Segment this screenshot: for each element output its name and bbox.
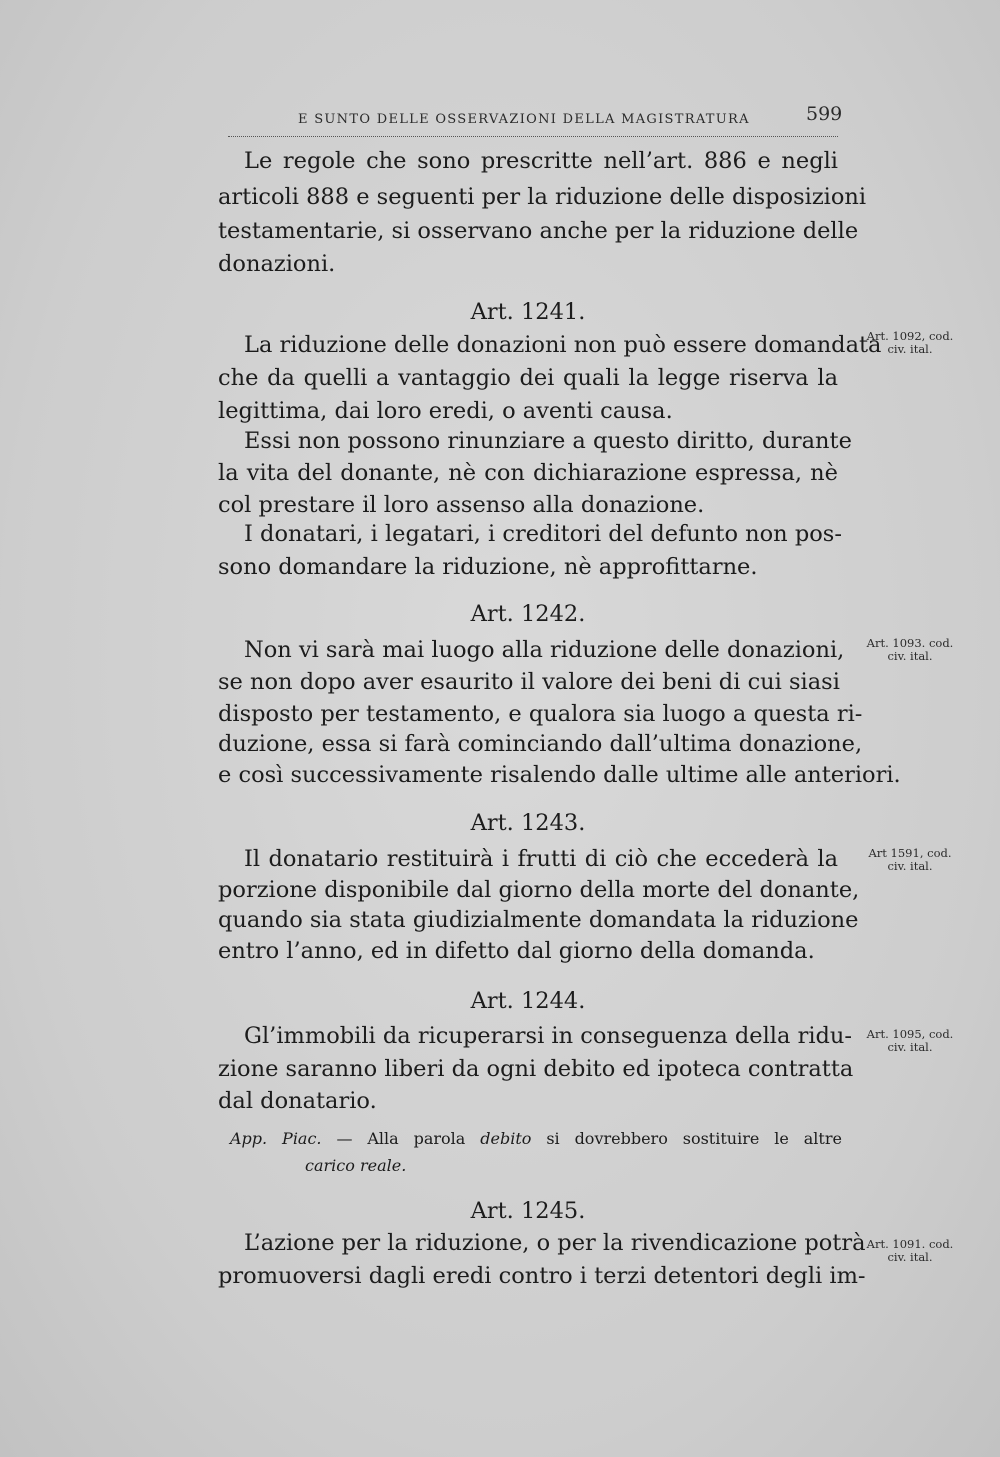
editorial-note: App. Piac. — Alla parola debito si dovrebbero sostituire le altre (230, 1129, 842, 1148)
article-heading: Art. 1241. (470, 299, 586, 325)
article-heading: Art. 1243. (470, 810, 586, 836)
margin-note: Art 1591, cod. civ. ital. (868, 846, 952, 873)
text-line: I donatari, i legatari, i creditori del defunto non pos- (244, 521, 842, 547)
text-line: entro l’anno, ed in difetto dal giorno della domanda. (218, 938, 815, 964)
text-line: disposto per testamento, e qualora sia luogo a questa ri- (218, 701, 863, 727)
text-line: Le regole che sono prescritte nell’art. 886 e negli (244, 148, 838, 174)
text-line: La riduzione delle donazioni non può essere domandata (244, 332, 882, 358)
margin-note: Art. 1091. cod. civ. ital. (866, 1237, 954, 1264)
text-line: Il donatario restituirà i frutti di ciò che eccederà la (244, 846, 838, 872)
margin-note: Art. 1093. cod. civ. ital. (866, 636, 954, 663)
text-line: col prestare il loro assenso alla donazione. (218, 492, 705, 518)
text-line: Essi non possono rinunziare a questo diritto, durante (244, 428, 852, 454)
text-line: L’azione per la riduzione, o per la rivendicazione potrà (244, 1230, 866, 1256)
text-line: quando sia stata giudizialmente domandata la riduzione (218, 907, 859, 933)
text-line: legittima, dai loro eredi, o aventi causa. (218, 398, 673, 424)
article-heading: Art. 1244. (470, 988, 586, 1014)
article-heading: Art. 1242. (470, 601, 586, 627)
text-line: promuoversi dagli eredi contro i terzi detentori degli im- (218, 1263, 866, 1289)
text-line: se non dopo aver esaurito il valore dei beni di cui siasi (218, 669, 840, 695)
article-heading: Art. 1245. (470, 1198, 586, 1224)
text-line: Non vi sarà mai luogo alla riduzione delle donazioni, (244, 637, 845, 663)
text-line: testamentarie, si osservano anche per la riduzione delle (218, 218, 859, 244)
margin-note: Art. 1092, cod. civ. ital. (866, 329, 954, 356)
margin-note: Art. 1095, cod. civ. ital. (866, 1027, 954, 1054)
text-line: donazioni. (218, 251, 336, 277)
note-source: App. Piac. (230, 1129, 322, 1148)
text-line: che da quelli a vantaggio dei quali la legge riserva la (218, 365, 838, 391)
text-line: sono domandare la riduzione, nè approfittarne. (218, 554, 758, 580)
text-line: porzione disponibile dal giorno della morte del donante, (218, 877, 860, 903)
text-line: e così successivamente risalendo dalle ultime alle anteriori. (218, 762, 901, 788)
text-line: la vita del donante, nè con dichiarazione espressa, nè (218, 460, 838, 486)
header-rule (228, 136, 838, 137)
text-line: duzione, essa si farà cominciando dall’ultima donazione, (218, 731, 863, 757)
text-line: articoli 888 e seguenti per la riduzione delle disposizioni (218, 184, 867, 210)
text-line: Gl’immobili da ricuperarsi in conseguenza della ridu- (244, 1023, 853, 1049)
note-term: debito (480, 1129, 532, 1148)
editorial-note-continuation: carico reale. (305, 1156, 407, 1175)
text-line: zione saranno liberi da ogni debito ed ipoteca contratta (218, 1056, 854, 1082)
text-line: dal donatario. (218, 1088, 377, 1114)
running-head: E SUNTO DELLE OSSERVAZIONI DELLA MAGISTRATURA (298, 112, 750, 127)
page-number: 599 (806, 103, 843, 125)
